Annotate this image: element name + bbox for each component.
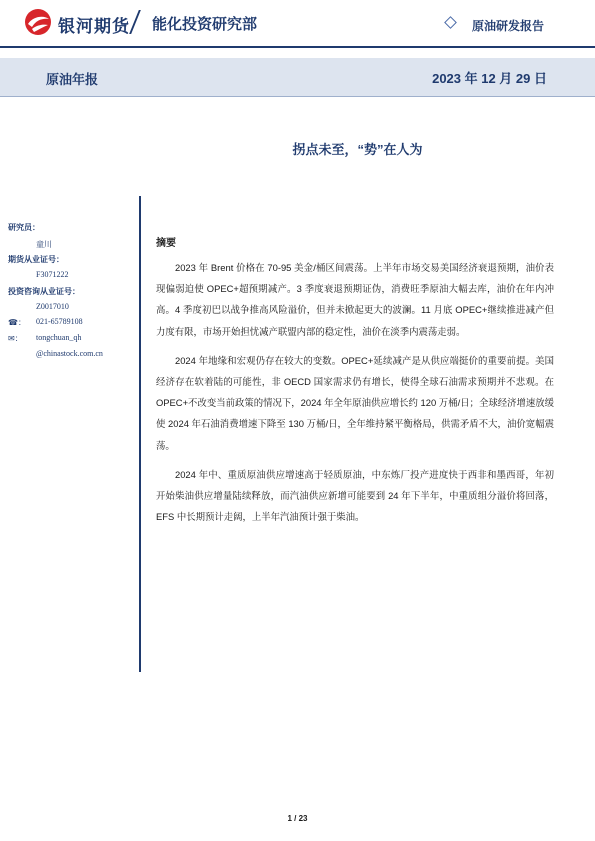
- researcher-label: 研究员：: [8, 223, 40, 232]
- summary-paragraph: 2023 年 Brent 价格在 70-95 美金/桶区间震荡。上半年市场交易美国经济衰退预期，油价表现偏弱迫使 OPEC+超预期减产。3 季度衰退预期证伪，消费旺季原油大幅去库，油价在年内冲高。4 季度初巴以战争推高风险溢价，但并未掀起更大的波澜。11 月底 OPEC+继续推进减产但力度有限，市场开始担忧减产联盟内部的稳定性，油价在淡季内震荡走弱。: [156, 262, 554, 337]
- header-divider: [129, 10, 141, 34]
- summary-section: [156, 234, 554, 535]
- qualification-number: F3071222: [36, 270, 69, 279]
- phone-number[interactable]: 021-65789108: [36, 317, 83, 326]
- header-rule: [0, 46, 595, 48]
- report-date: 2023 年 12 月 29 日: [432, 71, 547, 86]
- report-title: 拐点未至，“势”在人为: [292, 142, 423, 157]
- page-header: [0, 0, 595, 46]
- summary-heading: 摘要: [156, 238, 176, 249]
- galaxy-logo-icon: [24, 8, 52, 36]
- summary-paragraph: 2024 年中、重质原油供应增速高于轻质原油，中东炼厂投产进度快于西非和墨西哥，年初开始柴油供应增量陆续释放，而汽油供应新增可能要到 24 年下半年，中重质组分溢价将回落，EFS 中长期预计走阔，上半年汽油预计强于柴油。: [156, 468, 554, 523]
- consult-number: Z0017010: [36, 302, 69, 311]
- email-user[interactable]: tongchuan_qh: [36, 333, 82, 342]
- brand-name: 银河期货: [58, 17, 130, 36]
- email-domain[interactable]: @chinastock.com.cn: [36, 349, 103, 358]
- qualification-label: 期货从业证号：: [8, 255, 64, 264]
- band-rule: [0, 96, 595, 97]
- phone-icon: ☎：: [8, 318, 26, 327]
- department-name: 能化投资研究部: [152, 16, 258, 33]
- diamond-icon: [444, 16, 457, 29]
- summary-paragraph: 2024 年地缘和宏观仍存在较大的变数。OPEC+延续减产是从供应端挺价的重要前提。美国经济存在软着陆的可能性，非 OECD 国家需求仍有增长，使得全球石油需求预期并不悲观。在 OPEC+不改变当前政策的情况下，2024 年全年原油供应增长约 120 万桶/日；全球经济增速放缓使 2024 年石油消费增速下降至 130 万桶/日，全年维持紧平衡格局，供需矛盾不大，油价宽幅震荡。: [156, 354, 554, 451]
- researcher-name: 童川: [36, 240, 52, 249]
- report-band: [0, 58, 595, 96]
- report-category: 原油年报: [46, 72, 99, 87]
- consult-label: 投资咨询从业证号：: [8, 287, 80, 296]
- email-icon: ✉：: [8, 334, 23, 343]
- page-number: 1 / 23: [287, 814, 308, 823]
- column-divider: [139, 196, 141, 672]
- report-type: 原油研发报告: [472, 19, 545, 33]
